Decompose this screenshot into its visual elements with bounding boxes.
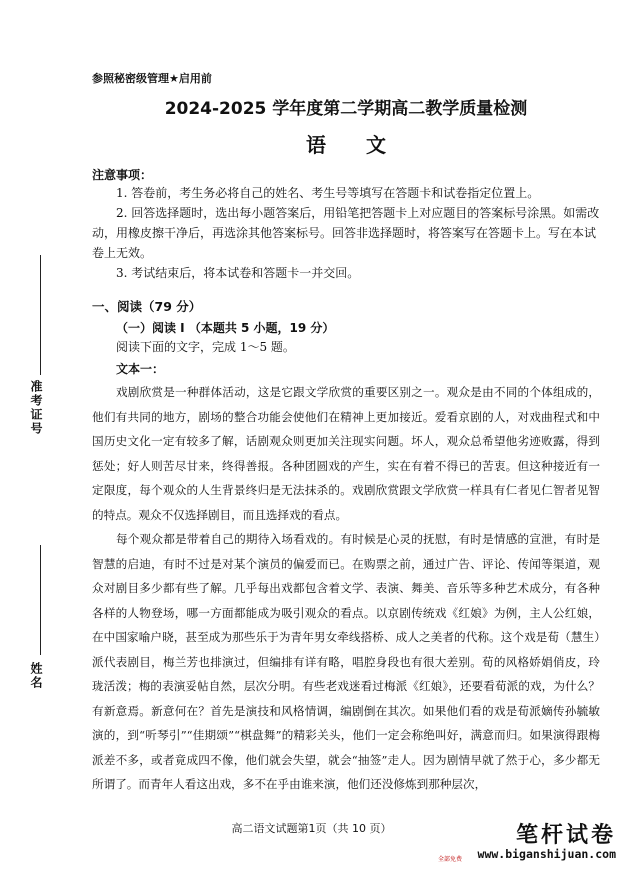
watermark — [436, 818, 616, 861]
page-footer: 高二语文试题第1页（共 10 页） — [231, 822, 392, 835]
page-content — [92, 70, 600, 797]
reading-instruction: 阅读下面的文字，完成 1～5 题。 — [116, 340, 295, 354]
watermark-url: www.biganshijuan.com — [477, 847, 616, 861]
notice-item: 1. 答卷前，考生务必将自己的姓名、考生号等填写在答题卡和试卷指定位置上。 — [116, 186, 540, 200]
subsection-heading: （一）阅读 I （本题共 5 小题，19 分） — [116, 321, 335, 335]
exam-id-label: 准考证号 — [29, 380, 43, 436]
subject-title: 语文 — [306, 133, 426, 157]
exam-title: 2024-2025 学年度第二学期高二教学质量检测 — [164, 99, 528, 119]
name-label: 姓名 — [29, 662, 43, 690]
watermark-small-text: 全部免费 — [438, 856, 463, 863]
name-line — [40, 545, 41, 655]
text-label: 文本一： — [116, 362, 165, 376]
notice-item: 2. 回答选择题时，选出每小题答案后，用铅笔把答题卡上对应题目的答案标号涂黑。如需改动，用橡皮擦干净后，再选涂其他答案标号。回答非选择题时，将答案写在答题卡上。写在本试卷上无效。 — [92, 206, 600, 260]
notice-item: 3. 考试结束后，将本试卷和答题卡一并交回。 — [116, 266, 360, 280]
section-heading: 一、阅读（79 分） — [92, 299, 202, 314]
passage-paragraph: 戏剧欣赏是一种群体活动，这是它跟文学欣赏的重要区别之一。观众是由不同的个体组成的，他们有共同的地方，剧场的整合功能会使他们在精神上更加接近。爱看京剧的人，对戏曲程式和中国历史文化一定有较多了解，话剧观众则更加关注现实问题。坏人，观众总希望他劣迹败露，得到惩处；好人则苦尽甘来，终得善报。各种团圆戏的产生，实在有着不得已的苦衷。但这种接近有一定限度，每个观众的人生背景终归是无法抹杀的。戏剧欣赏跟文学欣赏一样具有仁者见仁智者见智的特点。观众不仅选择剧目，而且选择戏的看点。 — [92, 385, 600, 522]
watermark-brand: 笔杆试卷 — [515, 823, 616, 848]
confidential-marking: 参照秘密级管理★启用前 — [92, 72, 212, 85]
passage-paragraph: 每个观众都是带着自己的期待入场看戏的。有时候是心灵的抚慰，有时是情感的宣泄，有时是智慧的启迪，有时不过是对某个演员的偏爱而已。在购票之前，通过广告、评论、传闻等渠道，观众对剧目多少都有些了解。几乎每出戏都包含着文学、表演、舞美、音乐等多种艺术成分，有各种各样的人物登场，哪一方面都能成为吸引观众的看点。以京剧传统戏《红娘》为例，主人公红娘，在中国家喻户晓，甚至成为那些乐于为青年男女牵线搭桥、成人之美者的代称。这个戏是荀（慧生）派代表剧目，梅兰芳也排演过，但编排有详有略，唱腔身段也有很大差别。荀的风格娇娟俏皮，玲珑活泼；梅的表演妥帖自然，层次分明。有些老戏迷看过梅派《红娘》，还要看荀派的戏，为什么？有新意焉。新意何在？首先是演技和风格情调，编剧倒在其次。如果他们看的戏是荀派嫡传孙毓敏演的，到“听琴引”“佳期颂”“棋盘舞”的精彩关头，他们一定会称绝叫好，满意而归。如果演得跟梅派差不多，或者竟成四不像，他们就会失望，就会“抽签”走人。因为剧情早就了然于心，多少都无所谓了。而青年人看这出戏，多不在乎由谁来演，他们还没修炼到那种层次， — [92, 532, 600, 791]
notice-heading: 注意事项： — [92, 168, 153, 182]
exam-id-line — [40, 255, 41, 375]
